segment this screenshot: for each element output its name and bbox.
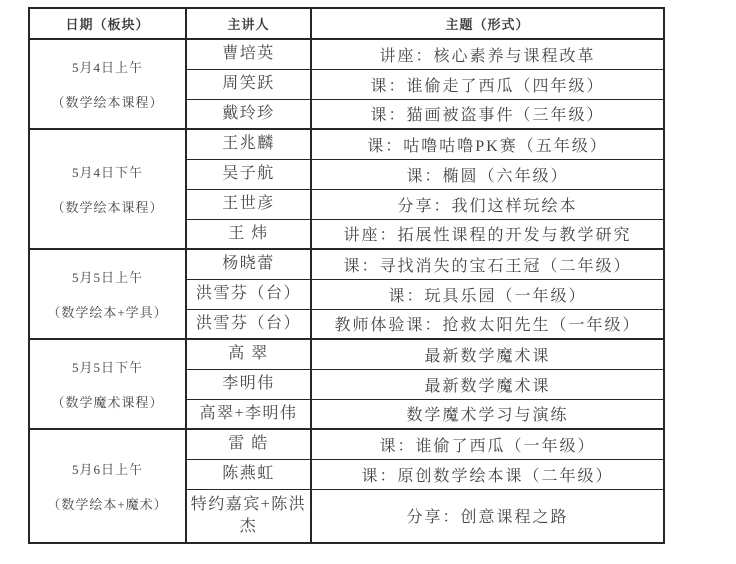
speaker-cell: 吴子航 <box>186 159 311 189</box>
table-row <box>29 129 664 159</box>
topic-cell: 课：猫画被盗事件（三年级） <box>311 99 664 129</box>
speaker-cell: 陈燕虹 <box>186 459 311 489</box>
section-label: （数学绘本+学具） <box>47 305 168 320</box>
section-label: （数学绘本课程） <box>51 200 164 215</box>
date-label: 5月5日上午 <box>71 270 143 285</box>
topic-cell: 课：咕噜咕噜PK赛（五年级） <box>311 129 664 159</box>
speaker-cell: 洪雪芬（台） <box>186 279 311 309</box>
speaker-cell: 洪雪芬（台） <box>186 309 311 339</box>
date-cell-content <box>30 162 185 216</box>
topic-cell: 分享：我们这样玩绘本 <box>311 189 664 219</box>
topic-cell: 课：寻找消失的宝石王冠（二年级） <box>311 249 664 279</box>
table-row <box>29 429 664 459</box>
date-cell <box>29 339 186 429</box>
table-row <box>29 339 664 369</box>
section-label: （数学魔术课程） <box>51 395 164 410</box>
date-cell <box>29 39 186 129</box>
speaker-cell: 李明伟 <box>186 369 311 399</box>
topic-cell: 课：椭圆（六年级） <box>311 159 664 189</box>
speaker-cell: 王兆麟 <box>186 129 311 159</box>
header-row <box>29 8 664 39</box>
speaker-cell: 高 翠 <box>186 339 311 369</box>
date-label: 5月4日上午 <box>71 60 143 75</box>
speaker-cell: 杨晓蕾 <box>186 249 311 279</box>
topic-cell: 最新数学魔术课 <box>311 369 664 399</box>
speaker-cell: 特约嘉宾+陈洪杰 <box>186 489 311 543</box>
date-cell <box>29 429 186 543</box>
topic-cell: 讲座：核心素养与课程改革 <box>311 39 664 69</box>
date-label: 5月5日下午 <box>71 360 143 375</box>
date-cell-content <box>30 267 185 321</box>
topic-cell: 教师体验课：抢救太阳先生（一年级） <box>311 309 664 339</box>
date-label: 5月4日下午 <box>71 165 143 180</box>
date-cell-content <box>30 459 185 513</box>
speaker-cell: 高翠+李明伟 <box>186 399 311 429</box>
section-label: （数学绘本课程） <box>51 95 164 110</box>
speaker-cell: 戴玲珍 <box>186 99 311 129</box>
speaker-cell: 周笑跃 <box>186 69 311 99</box>
topic-cell: 课：谁偷走了西瓜（四年级） <box>311 69 664 99</box>
speaker-cell: 雷 皓 <box>186 429 311 459</box>
topic-cell: 课：玩具乐园（一年级） <box>311 279 664 309</box>
column-header-topic: 主题（形式） <box>311 8 664 39</box>
topic-cell: 讲座：拓展性课程的开发与教学研究 <box>311 219 664 249</box>
table-row <box>29 39 664 69</box>
date-cell <box>29 249 186 339</box>
column-header-speaker: 主讲人 <box>186 8 311 39</box>
topic-cell: 分享：创意课程之路 <box>311 489 664 543</box>
topic-cell: 最新数学魔术课 <box>311 339 664 369</box>
topic-cell: 数学魔术学习与演练 <box>311 399 664 429</box>
section-label: （数学绘本+魔术） <box>47 497 168 512</box>
topic-cell: 课：原创数学绘本课（二年级） <box>311 459 664 489</box>
table-row <box>29 249 664 279</box>
speaker-cell: 王世彦 <box>186 189 311 219</box>
speaker-cell: 王 炜 <box>186 219 311 249</box>
date-cell-content <box>30 357 185 411</box>
date-cell-content <box>30 57 185 111</box>
topic-cell: 课：谁偷了西瓜（一年级） <box>311 429 664 459</box>
schedule-table <box>28 7 665 544</box>
column-header-date: 日期（板块） <box>29 8 186 39</box>
date-label: 5月6日上午 <box>71 462 143 477</box>
date-cell <box>29 129 186 249</box>
speaker-cell: 曹培英 <box>186 39 311 69</box>
